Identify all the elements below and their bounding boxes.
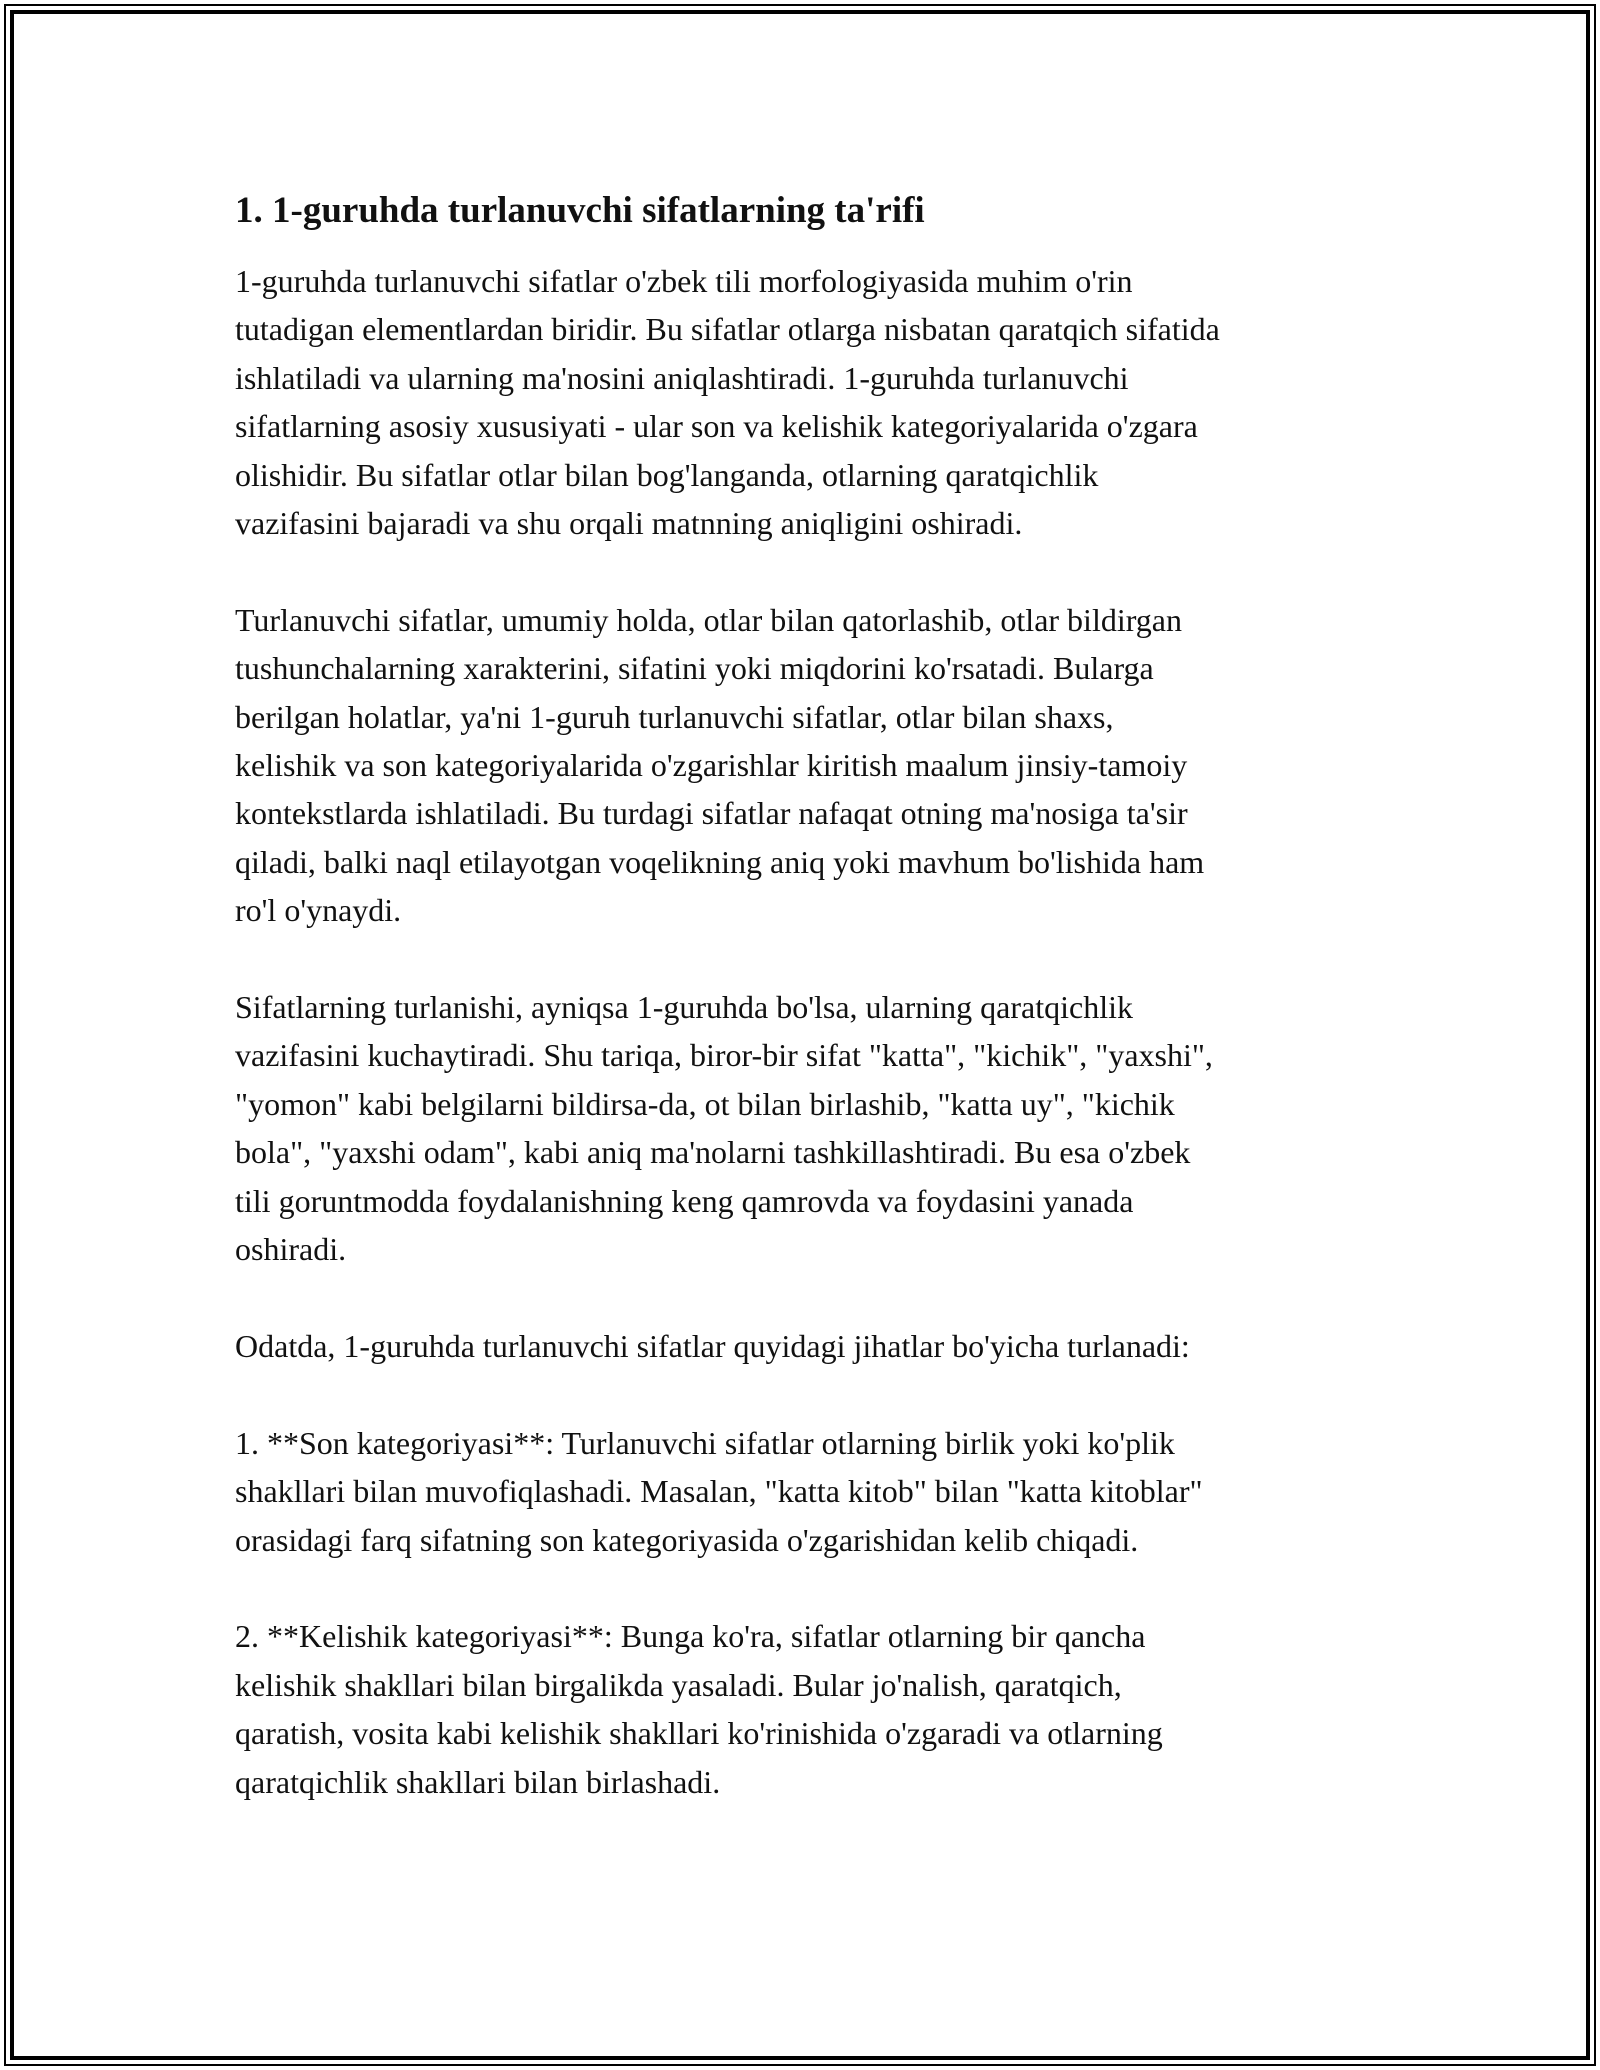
paragraph-definition: 1-guruhda turlanuvchi sifatlar o'zbek tili morfologiyasida muhim o'rin tutadigan elementlardan biridir. Bu sifatlar otlarga nisbatan qaratqich sifatida ishlatiladi va ularning ma'nosini aniqlashtiradi. 1-guruhda turlanuvchi sifatlarning asosiy xususiyati - ular son va kelishik kategoriyalarida o'zgara olishidir. Bu sifatlar otlar bilan bog'langanda, otlarning qaratqichlik vazifasini bajaradi va shu orqali matnning aniqligini oshiradi.	[235, 263, 1220, 542]
paragraph-declension: Sifatlarning turlanishi, ayniqsa 1-guruhda bo'lsa, ularning qaratqichlik vazifasini kuchaytiradi. Shu tariqa, biror-bir sifat "katta", "kichik", "yaxshi", "yomon" kabi belgilarni bildirsa-da, ot bilan birlashib, "katta uy", "kichik bola", "yaxshi odam", kabi aniq ma'nolarni tashkillashtiradi. Bu esa o'zbek tili goruntmodda foydalanishning keng qamrovda va foydasini yanada oshiradi.	[235, 989, 1213, 1268]
list-item-case-category: 2. **Kelishik kategoriyasi**: Bunga ko'ra, sifatlar otlarning bir qancha kelishik shakllari bilan birgalikda yasaladi. Bular jo'nalish, qaratqich, qaratish, vosita kabi kelishik shakllari ko'rinishida o'zgaradi va otlarning qaratqichlik shakllari bilan birlashadi.	[235, 1618, 1163, 1800]
document-body	[235, 188, 1375, 1806]
paragraph-general: Turlanuvchi sifatlar, umumiy holda, otlar bilan qatorlashib, otlar bildirgan tushunchalarning xarakterini, sifatini yoki miqdorini ko'rsatadi. Bularga berilgan holatlar, ya'ni 1-guruh turlanuvchi sifatlar, otlar bilan shaxs, kelishik va son kategoriyalarida o'zgarishlar kiritish maalum jinsiy-tamoiy kontekstlarda ishlatiladi. Bu turdagi sifatlar nafaqat otning ma'nosiga ta'sir qiladi, balki naql etilayotgan voqelikning aniq yoki mavhum bo'lishida ham ro'l o'ynaydi.	[235, 601, 1205, 929]
section-heading: 1. 1-guruhda turlanuvchi sifatlarning ta'rifi	[235, 190, 925, 231]
paragraph-intro-list: Odatda, 1-guruhda turlanuvchi sifatlar quyidagi jihatlar bo'yicha turlanadi:	[235, 1327, 1190, 1364]
list-item-number-category: 1. **Son kategoriyasi**: Turlanuvchi sifatlar otlarning birlik yoki ko'plik shakllari bilan muvofiqlashadi. Masalan, "katta kitob" bilan "katta kitoblar" orasidagi farq sifatning son kategoriyasida o'zgarishidan kelib chiqadi.	[235, 1424, 1203, 1558]
